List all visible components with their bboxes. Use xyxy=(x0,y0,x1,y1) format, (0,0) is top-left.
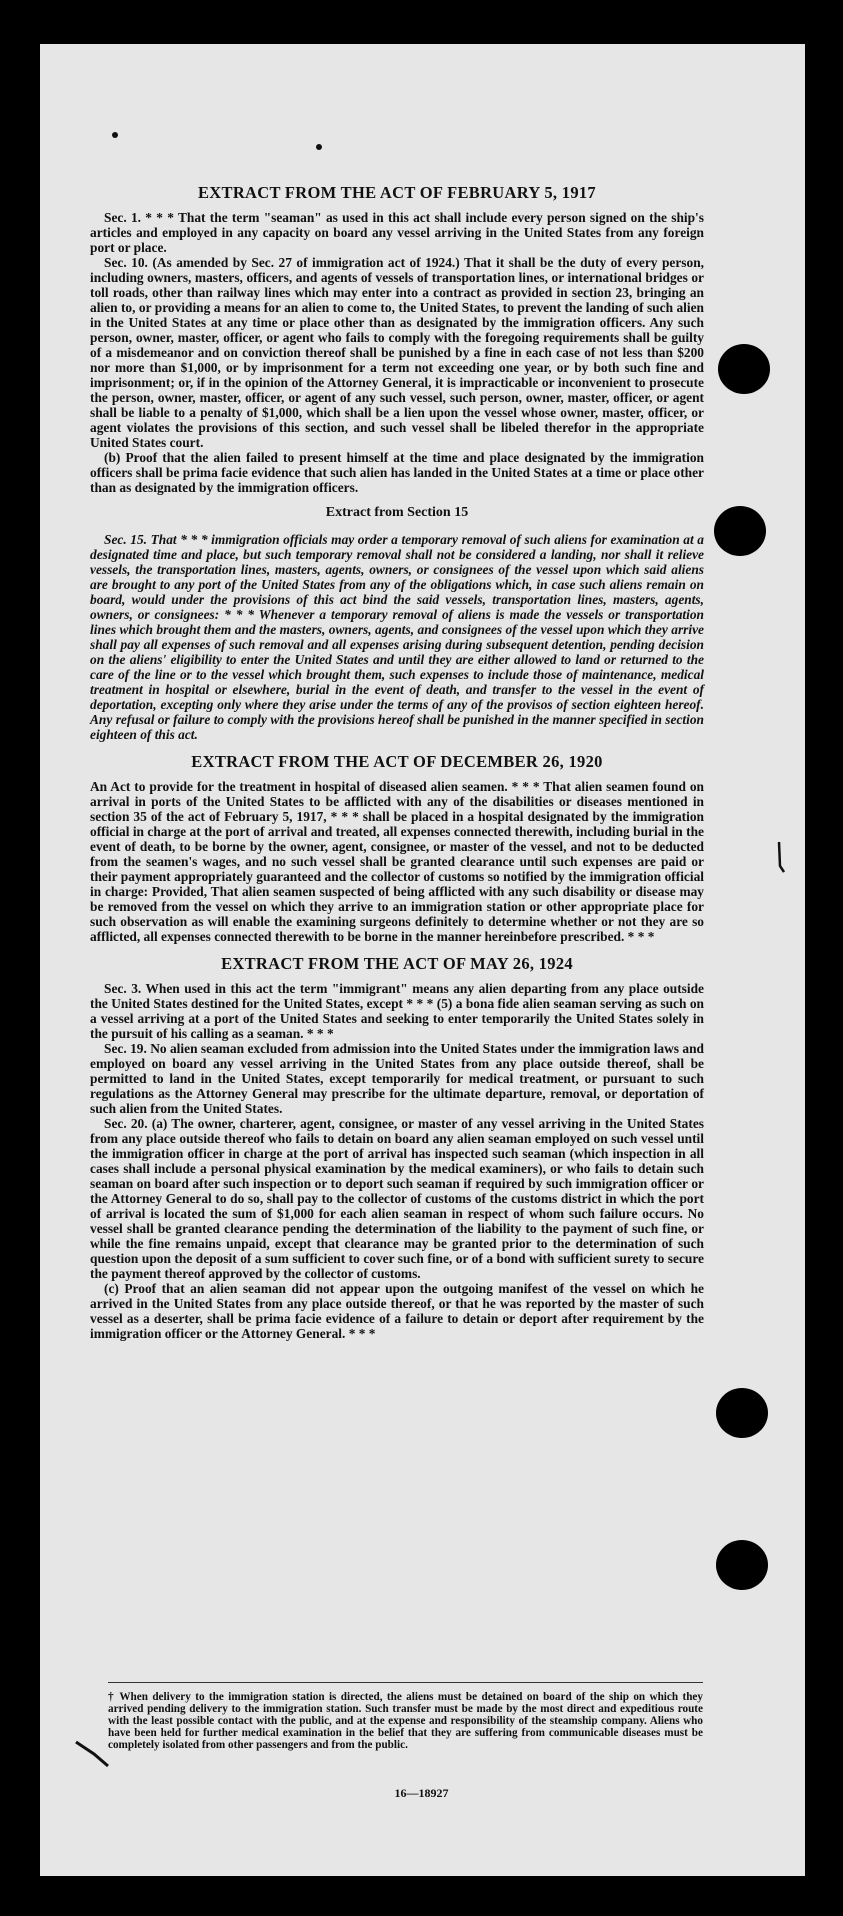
paragraph-sec-1: Sec. 1. * * * That the term "seaman" as used in this act shall include every person signed on the ship's articles and employed in any capacity on board any vessel arriving in the United States from any foreign port or place. xyxy=(90,210,704,255)
paragraph-sec-10-b: (b) Proof that the alien failed to present himself at the time and place designated by the immigration officers shall be prima facie evidence that such alien has landed in the United States at a time or place other than as designated by the immigration officers. xyxy=(90,450,704,495)
heading-act-1924: EXTRACT FROM THE ACT OF MAY 26, 1924 xyxy=(221,954,573,973)
heading-section-15: Extract from Section 15 xyxy=(325,505,469,520)
speck-mark xyxy=(112,132,118,138)
heading-act-1917: EXTRACT FROM THE ACT OF FEBRUARY 5, 1917 xyxy=(198,183,596,202)
punch-hole xyxy=(716,1540,768,1590)
heading-act-1920: EXTRACT FROM THE ACT OF DECEMBER 26, 1920 xyxy=(191,752,603,771)
paragraph-sec-20-c: (c) Proof that an alien seaman did not appear upon the outgoing manifest of the vessel on which he arrived in the United States from any place outside thereof, or that he was reported by the master of such vessel as a deserter, shall be prima facie evidence of a failure to detain or deport after requirement by the immigration officer or the Attorney General. * * * xyxy=(90,1281,704,1341)
page-number: 16—18927 xyxy=(394,1786,449,1800)
ink-mark xyxy=(775,842,785,878)
punch-hole xyxy=(718,344,770,394)
paragraph-sec-20-a: Sec. 20. (a) The owner, charterer, agent, consignee, or master of any vessel arriving in the United States from any place outside thereof who fails to detain on board any alien seaman employed on such vessel until the immigration officer in charge at the port of arrival has inspected such seaman (which inspection in all cases shall include a personal physical examination by the medical examiners), or who fails to detain such seaman on board after such inspection or to deport such seaman if required by such immigration officer or the Attorney General to do so, shall pay to the collector of customs of the customs district in which the port of arrival is located the sum of $1,000 for each alien seaman in respect of whom such failure occurs. No vessel shall be granted clearance pending the determination of the liability to the payment of such fine, or while the fine remains unpaid, except that clearance may be granted prior to the determination of such question upon the deposit of a sum sufficient to cover such fine, or of a bond with sufficient surety to secure the payment thereof approved by the collector of customs. xyxy=(90,1116,704,1281)
ink-mark xyxy=(74,1740,110,1768)
punch-hole xyxy=(716,1388,768,1438)
paragraph-sec-10: Sec. 10. (As amended by Sec. 27 of immigration act of 1924.) That it shall be the duty of every person, including owners, masters, officers, and agents of vessels of transportation lines, or international bridges or toll roads, other than railway lines which may enter into a contract as provided in section 23, bringing an alien to, or providing a means for an alien to come to, the United States, to prevent the landing of such alien in the United States at any time or place other than as designated by the immigration officers. Any such person, owner, master, officer, or agent who fails to comply with the foregoing requirements shall be guilty of a misdemeanor and on conviction thereof shall be punished by a fine in each case of not less than $200 nor more than $1,000, or by imprisonment for a term not exceeding one year, or by both such fine and imprisonment; or, if in the opinion of the Attorney General, it is impracticable or inconvenient to prosecute the person, owner, master, officer, or agent of any such vessel, such person, owner, master, officer, or agent shall be liable to a penalty of $1,000, which shall be a lien upon the vessel whose owner, master, officer, or agent violates the provisions of this section, and such vessel shall be libeled therefor in the appropriate United States court. xyxy=(90,255,704,450)
paragraph-sec-3: Sec. 3. When used in this act the term "immigrant" means any alien departing from any place outside the United States destined for the United States, except * * * (5) a bona fide alien seaman serving as such on a vessel arriving at a port of the United States and seeking to enter temporarily the United States solely in the pursuit of his calling as a seaman. * * * xyxy=(90,981,704,1041)
paragraph-act-1920: An Act to provide for the treatment in hospital of diseased alien seamen. * * * That alien seamen found on arrival in ports of the United States to be afflicted with any of the disabilities or diseases mentioned in section 35 of the act of February 5, 1917, * * * shall be placed in a hospital designated by the immigration official in charge at the port of arrival and treated, all expenses connected therewith, including burial in the event of death, to be borne by the owner, agent, consignee, or master of the vessel, and not to be deducted from the seamen's wages, and no such vessel shall be granted clearance until such expenses are paid or their payment appropriately guaranteed and the collector of customs so notified by the immigration official in charge: Provided, That alien seamen suspected of being afflicted with any such disability or disease may be removed from the vessel on which they arrive to an immigration station or other appropriate place for such observation as will enable the examining surgeons definitely to determine whether or not they are so afflicted, all expenses connected therewith to be borne in the manner hereinbefore prescribed. * * * xyxy=(90,779,704,944)
paragraph-sec-15: Sec. 15. That * * * immigration officials may order a temporary removal of such aliens for examination at a designated time and place, but such temporary removal shall not be considered a landing, nor shall it relieve vessels, the transportation lines, masters, agents, owners, or consignees of the vessel upon which said aliens are brought to any port of the United States from any of the obligations which, in case such aliens remain on board, would under the provisions of this act bind the said vessels, transportation lines, masters, agents, owners, or consignees: * * * Whenever a temporary removal of aliens is made the vessels or transportation lines which brought them and the masters, owners, agents, and consignees of the vessel upon which they arrive shall pay all expenses of such removal and all expenses arising during subsequent detention, pending decision on the aliens' eligibility to enter the United States and until they are either allowed to land or returned to the care of the line or to the vessel which brought them, such expenses to include those of maintenance, medical treatment in hospital or elsewhere, burial in the event of death, and transfer to the vessel in the event of deportation, excepting only where they arise under the terms of any of the provisos of section eighteen hereof. Any refusal or failure to comply with the provisions hereof shall be punished in the manner specified in section eighteen of this act. xyxy=(90,532,704,742)
speck-mark xyxy=(316,144,322,150)
document-body xyxy=(90,185,704,1341)
paragraph-sec-19: Sec. 19. No alien seaman excluded from admission into the United States under the immigration laws and employed on board any vessel arriving in the United States from any place outside thereof, shall be permitted to land in the United States, except temporarily for medical treatment, or pursuant to such regulations as the Attorney General may prescribe for the ultimate departure, removal, or deportation of such alien from the United States. xyxy=(90,1041,704,1116)
punch-hole xyxy=(714,506,766,556)
footnote: † When delivery to the immigration station is directed, the aliens must be detained on board of the ship on which they arrived pending delivery to the immigration station. Such transfer must be made by the most direct and expeditious route with the least possible contact with the public, and at the expense and responsibility of the steamship company. Aliens who have been held for further medical examination in the belief that they are suffering from communicable diseases must be completely isolated from other passengers and from the public. xyxy=(108,1682,703,1751)
